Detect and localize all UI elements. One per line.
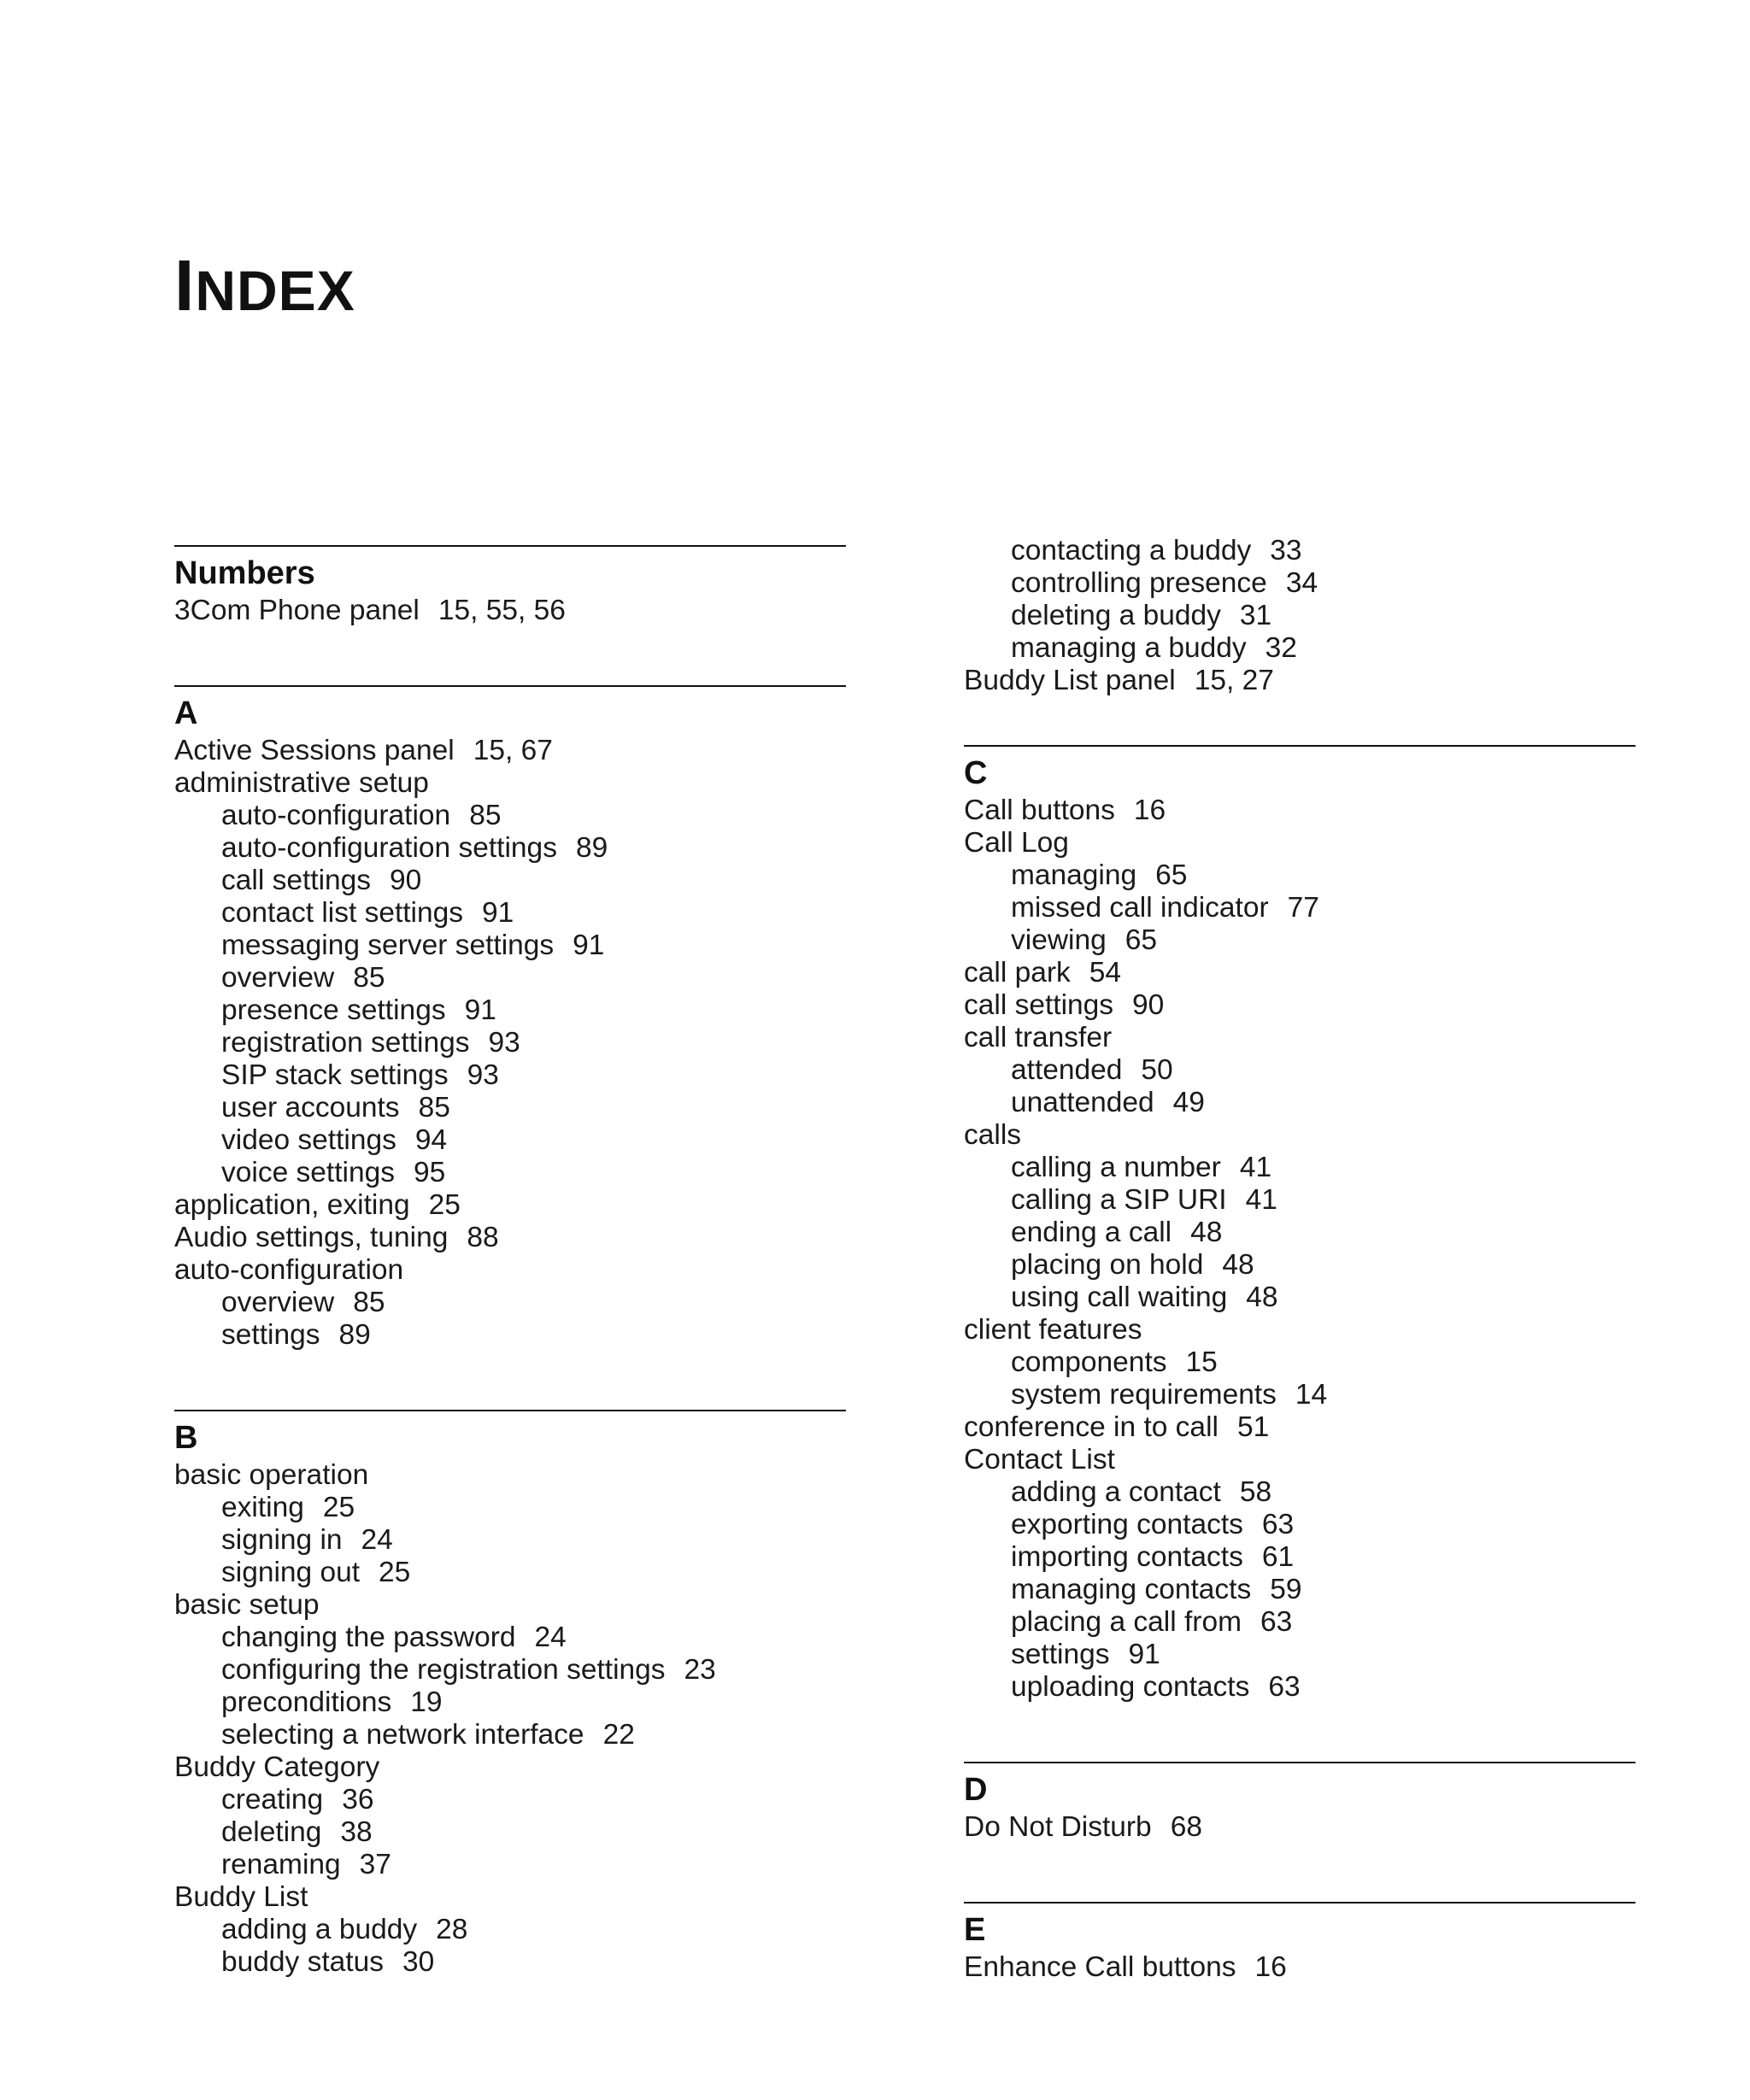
section-heading: C <box>964 755 988 791</box>
index-term: unattended <box>1011 1087 1154 1118</box>
index-term: contact list settings <box>221 897 464 929</box>
index-subentry <box>174 865 846 897</box>
index-term: changing the password <box>221 1622 516 1653</box>
index-entry <box>964 665 1635 697</box>
index-term: voice settings <box>221 1157 395 1188</box>
index-term: calls <box>964 1119 1022 1151</box>
section-heading: B <box>174 1420 198 1456</box>
continued-entries <box>964 535 1635 697</box>
index-term: registration settings <box>221 1027 470 1059</box>
index-entry <box>964 989 1635 1022</box>
index-subentry <box>964 1087 1635 1119</box>
index-entry <box>964 1951 1635 1984</box>
index-entry <box>174 735 846 767</box>
page-reference: 32 <box>1265 632 1297 664</box>
page-reference: 41 <box>1239 1152 1272 1183</box>
index-entry <box>964 795 1635 827</box>
page-reference: 15 <box>1185 1346 1218 1378</box>
index-subentry <box>174 1719 846 1751</box>
index-entry <box>174 1189 846 1222</box>
index-subentry <box>964 1671 1635 1704</box>
index-subentry <box>174 1124 846 1157</box>
index-subentry <box>174 1059 846 1092</box>
index-term: signing out <box>221 1557 361 1588</box>
page-reference: 48 <box>1246 1282 1278 1313</box>
page-reference: 48 <box>1222 1249 1254 1281</box>
page-reference: 23 <box>684 1654 716 1686</box>
index-term: presence settings <box>221 994 446 1026</box>
index-subentry <box>174 1816 846 1849</box>
page-reference: 28 <box>436 1914 468 1945</box>
index-term: controlling presence <box>1011 567 1267 599</box>
index-term: 3Com Phone panel <box>174 595 420 626</box>
index-term: Contact List <box>964 1444 1115 1475</box>
page-reference: 34 <box>1285 567 1318 599</box>
page-reference: 50 <box>1141 1054 1173 1086</box>
index-term: settings <box>221 1319 320 1351</box>
index-term: attended <box>1011 1054 1123 1086</box>
index-entry <box>964 1444 1635 1476</box>
page-reference: 89 <box>338 1319 371 1351</box>
page-reference: 19 <box>410 1686 443 1718</box>
index-term: auto-configuration <box>221 800 451 831</box>
index-term: using call waiting <box>1011 1282 1228 1313</box>
index-term: auto-configuration settings <box>221 832 557 864</box>
index-subentry <box>174 1524 846 1557</box>
index-term: viewing <box>1011 924 1107 956</box>
index-section <box>964 1902 1635 1984</box>
index-subentry <box>964 859 1635 892</box>
section-divider <box>174 1410 846 1411</box>
index-subentry <box>964 1574 1635 1606</box>
page-reference: 63 <box>1261 1509 1295 1540</box>
index-term: signing in <box>221 1524 343 1556</box>
page-title-rest: NDEX <box>195 259 355 322</box>
page-reference: 58 <box>1239 1476 1272 1508</box>
index-subentry <box>174 1157 846 1189</box>
index-term: call park <box>964 957 1071 988</box>
index-subentry <box>174 897 846 930</box>
index-section <box>964 745 1635 1704</box>
index-entry <box>174 1254 846 1287</box>
index-entry <box>964 1119 1635 1152</box>
page-reference: 89 <box>575 832 608 864</box>
index-term: placing a call from <box>1011 1606 1242 1638</box>
index-subentry <box>174 1849 846 1881</box>
page-reference: 14 <box>1295 1379 1328 1411</box>
index-subentry <box>964 1346 1635 1379</box>
page-reference: 41 <box>1245 1184 1277 1216</box>
index-term: Do Not Disturb <box>964 1811 1152 1843</box>
index-term: managing contacts <box>1011 1574 1252 1605</box>
index-subentry <box>174 1654 846 1686</box>
index-entry <box>174 1459 846 1492</box>
index-term: overview <box>221 962 335 994</box>
page-reference: 54 <box>1089 957 1122 988</box>
index-term: system requirements <box>1011 1379 1277 1411</box>
index-term: auto-configuration <box>174 1254 404 1286</box>
index-subentry <box>964 1379 1635 1411</box>
page-reference: 95 <box>413 1157 446 1188</box>
index-subentry <box>964 1217 1635 1249</box>
index-term: call settings <box>221 865 372 896</box>
page-reference: 93 <box>488 1027 520 1059</box>
index-term: managing a buddy <box>1011 632 1247 664</box>
index-term: calling a number <box>1011 1152 1221 1183</box>
index-term: exiting <box>221 1492 304 1523</box>
index-entry <box>174 1751 846 1784</box>
page-reference: 31 <box>1239 600 1272 631</box>
index-subentry <box>174 800 846 832</box>
index-subentry <box>174 1492 846 1524</box>
section-heading: E <box>964 1912 986 1948</box>
index-term: configuring the registration settings <box>221 1654 666 1686</box>
page-reference: 94 <box>414 1124 448 1156</box>
index-subentry <box>174 930 846 962</box>
page-reference: 65 <box>1125 924 1157 956</box>
page-reference: 25 <box>322 1492 355 1523</box>
index-term: placing on hold <box>1011 1249 1204 1281</box>
index-subentry <box>174 1946 846 1979</box>
index-subentry <box>964 567 1635 600</box>
index-entry <box>174 595 846 627</box>
section-divider <box>964 1902 1635 1903</box>
index-term: contacting a buddy <box>1011 535 1252 566</box>
index-term: adding a buddy <box>221 1914 418 1945</box>
index-term: video settings <box>221 1124 396 1156</box>
index-term: renaming <box>221 1849 341 1880</box>
index-term: selecting a network interface <box>221 1719 584 1751</box>
page-reference: 25 <box>428 1189 461 1221</box>
index-term: buddy status <box>221 1946 384 1978</box>
page-reference: 90 <box>1132 989 1165 1021</box>
page-reference: 61 <box>1261 1541 1295 1573</box>
index-subentry <box>964 924 1635 957</box>
index-section <box>964 1762 1635 1844</box>
index-section <box>174 545 846 627</box>
index-subentry <box>174 1784 846 1816</box>
index-section <box>174 685 846 1352</box>
section-heading: D <box>964 1772 988 1808</box>
page-reference: 68 <box>1170 1811 1202 1843</box>
page-reference: 63 <box>1268 1671 1301 1703</box>
page-reference: 36 <box>342 1784 374 1816</box>
index-subentry <box>174 962 846 994</box>
index-term: call settings <box>964 989 1114 1021</box>
index-subentry <box>964 535 1635 567</box>
index-subentry <box>964 632 1635 665</box>
index-entry <box>964 1811 1635 1844</box>
index-section <box>174 1410 846 1979</box>
index-column-left <box>174 545 846 2037</box>
index-term: ending a call <box>1011 1217 1172 1248</box>
index-term: Call Log <box>964 827 1069 859</box>
index-term: administrative setup <box>174 767 429 799</box>
index-subentry <box>174 1686 846 1719</box>
section-divider <box>964 745 1635 747</box>
index-term: calling a SIP URI <box>1011 1184 1227 1216</box>
index-subentry <box>174 1287 846 1319</box>
page-reference: 93 <box>467 1059 499 1091</box>
page-reference: 85 <box>353 962 385 994</box>
index-entry <box>174 1881 846 1914</box>
index-term: importing contacts <box>1011 1541 1243 1573</box>
index-entry <box>174 1589 846 1622</box>
section-heading: A <box>174 695 198 731</box>
index-entry <box>964 1022 1635 1054</box>
index-subentry <box>174 1622 846 1654</box>
page-reference: 33 <box>1270 535 1302 566</box>
index-column-right <box>964 535 1635 2042</box>
section-heading: Numbers <box>174 555 315 591</box>
index-term: conference in to call <box>964 1411 1219 1443</box>
page-reference: 49 <box>1172 1087 1205 1118</box>
index-term: adding a contact <box>1011 1476 1221 1508</box>
index-entry <box>964 827 1635 859</box>
index-subentry <box>964 1639 1635 1671</box>
page-reference: 91 <box>573 930 605 961</box>
page-reference: 38 <box>340 1816 373 1848</box>
index-term: deleting a buddy <box>1011 600 1221 631</box>
page-reference: 25 <box>379 1557 411 1588</box>
index-term: exporting contacts <box>1011 1509 1243 1540</box>
index-entry <box>964 1411 1635 1444</box>
index-term: application, exiting <box>174 1189 410 1221</box>
index-term: Buddy Category <box>174 1751 380 1783</box>
page-reference: 15, 67 <box>473 735 553 766</box>
page-reference: 16 <box>1254 1951 1287 1983</box>
index-term: messaging server settings <box>221 930 555 961</box>
index-term: components <box>1011 1346 1167 1378</box>
index-term: deleting <box>221 1816 322 1848</box>
page-reference: 91 <box>1128 1639 1160 1670</box>
index-term: basic operation <box>174 1459 369 1491</box>
index-subentry <box>964 892 1635 924</box>
index-subentry <box>964 1249 1635 1282</box>
index-term: Buddy List panel <box>964 665 1176 696</box>
page-reference: 85 <box>418 1092 450 1123</box>
index-term: uploading contacts <box>1011 1671 1250 1703</box>
index-subentry <box>964 1509 1635 1541</box>
index-subentry <box>174 994 846 1027</box>
index-subentry <box>964 1282 1635 1314</box>
index-subentry <box>174 1914 846 1946</box>
page-reference: 85 <box>353 1287 385 1318</box>
index-term: Call buttons <box>964 795 1115 826</box>
page-reference: 30 <box>402 1946 435 1978</box>
index-term: Enhance Call buttons <box>964 1951 1236 1983</box>
index-entry <box>174 767 846 800</box>
page-reference: 63 <box>1260 1606 1293 1638</box>
index-term: client features <box>964 1314 1142 1346</box>
index-subentry <box>964 1152 1635 1184</box>
page-reference: 51 <box>1236 1411 1270 1443</box>
index-term: Buddy List <box>174 1881 308 1913</box>
index-subentry <box>964 600 1635 632</box>
section-divider <box>964 1762 1635 1763</box>
page-reference: 24 <box>534 1622 567 1653</box>
index-subentry <box>964 1476 1635 1509</box>
page-reference: 48 <box>1190 1217 1223 1248</box>
index-subentry <box>174 1319 846 1352</box>
index-subentry <box>964 1541 1635 1574</box>
page-reference: 91 <box>482 897 514 929</box>
index-term: call transfer <box>964 1022 1113 1053</box>
page-title-initial: I <box>174 245 196 326</box>
index-term: user accounts <box>221 1092 400 1123</box>
section-divider <box>174 685 846 687</box>
index-entry <box>964 1314 1635 1346</box>
index-term: missed call indicator <box>1011 892 1269 924</box>
index-term: preconditions <box>221 1686 392 1718</box>
page-reference: 15, 55, 56 <box>438 595 566 626</box>
index-term: overview <box>221 1287 335 1318</box>
page-reference: 59 <box>1270 1574 1302 1605</box>
page-reference: 24 <box>361 1524 393 1556</box>
index-subentry <box>174 832 846 865</box>
index-entry <box>964 957 1635 989</box>
index-term: SIP stack settings <box>221 1059 449 1091</box>
page-reference: 77 <box>1287 892 1319 924</box>
index-term: Active Sessions panel <box>174 735 455 766</box>
page-reference: 85 <box>469 800 502 831</box>
index-subentry <box>174 1557 846 1589</box>
index-subentry <box>964 1606 1635 1639</box>
index-subentry <box>964 1054 1635 1087</box>
page-reference: 22 <box>602 1719 635 1751</box>
index-subentry <box>964 1184 1635 1217</box>
page-reference: 16 <box>1133 795 1166 826</box>
index-subentry <box>174 1092 846 1124</box>
page-reference: 15, 27 <box>1194 665 1274 696</box>
index-term: managing <box>1011 859 1137 891</box>
section-divider <box>174 545 846 547</box>
index-subentry <box>174 1027 846 1059</box>
index-term: settings <box>1011 1639 1110 1670</box>
index-term: creating <box>221 1784 324 1816</box>
index-entry <box>174 1222 846 1254</box>
page-reference: 91 <box>464 994 496 1026</box>
page-reference: 37 <box>359 1849 391 1880</box>
index-term: Audio settings, tuning <box>174 1222 449 1253</box>
index-term: basic setup <box>174 1589 320 1621</box>
page-reference: 88 <box>467 1222 499 1253</box>
page-title <box>174 245 355 326</box>
page-reference: 90 <box>390 865 422 896</box>
page-reference: 65 <box>1155 859 1188 891</box>
